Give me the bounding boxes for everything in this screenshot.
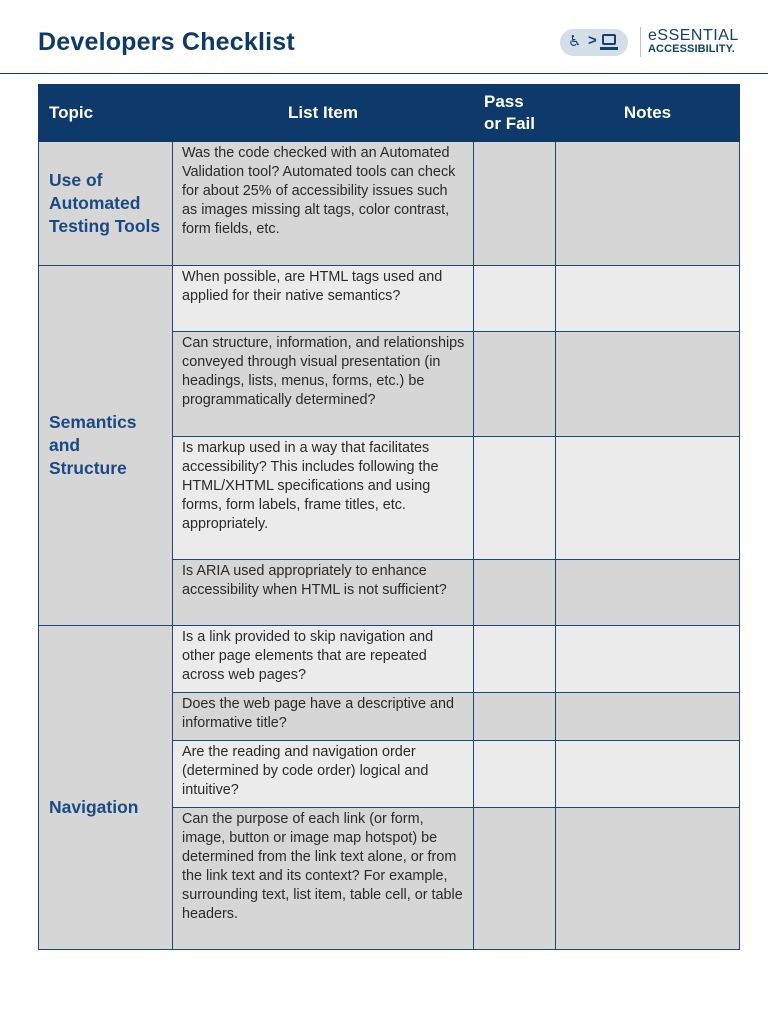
pass-fail-cell[interactable] (474, 626, 556, 693)
list-item-cell: Can structure, information, and relationships conveyed through visual presentation (in headings, lists, menus, forms, etc.) be programmatically determined? (173, 332, 474, 437)
pass-fail-cell[interactable] (474, 560, 556, 626)
pass-fail-cell[interactable] (474, 808, 556, 950)
pass-fail-cell[interactable] (474, 266, 556, 332)
list-item-cell: Is markup used in a way that facilitates accessibility? This includes following the HTML/XHTML specifications and using forms, form labels, frame titles, etc. appropriately. (173, 437, 474, 560)
page-header (0, 0, 768, 74)
notes-cell[interactable] (556, 437, 740, 560)
table-row (39, 266, 740, 332)
notes-cell[interactable] (556, 560, 740, 626)
computer-icon (602, 34, 616, 45)
pass-fail-cell[interactable] (474, 332, 556, 437)
pass-fail-cell[interactable] (474, 741, 556, 808)
list-item-cell: Is ARIA used appropriately to enhance accessibility when HTML is not sufficient? (173, 560, 474, 626)
table-header-row (39, 85, 740, 142)
wheelchair-icon: ♿ (568, 33, 582, 50)
notes-cell[interactable] (556, 142, 740, 266)
header-rule (0, 73, 768, 74)
logo-wordmark-line1: eSSENTIAL (648, 27, 739, 44)
logo-divider (640, 27, 641, 57)
checklist-table (38, 84, 740, 950)
notes-cell[interactable] (556, 332, 740, 437)
list-item-cell: When possible, are HTML tags used and applied for their native semantics? (173, 266, 474, 332)
topic-cell: Semantics and Structure (39, 266, 173, 626)
pass-fail-cell[interactable] (474, 142, 556, 266)
header-topic: Topic (39, 85, 173, 142)
table-row (39, 626, 740, 693)
arrow-right-icon: > (588, 32, 597, 49)
page-title: Developers Checklist (38, 28, 295, 56)
header-notes: Notes (556, 85, 740, 142)
essential-accessibility-logo (560, 26, 750, 60)
notes-cell[interactable] (556, 741, 740, 808)
notes-cell[interactable] (556, 266, 740, 332)
list-item-cell: Was the code checked with an Automated Validation tool? Automated tools can check for about 25% of accessibility issues such as images missing alt tags, color contrast, form fields, etc. (173, 142, 474, 266)
topic-cell: Navigation (39, 626, 173, 950)
table-row (39, 142, 740, 266)
list-item-cell: Can the purpose of each link (or form, image, button or image map hotspot) be determined from the link text alone, or from the link text and its context? For example, surrounding text, list item, table cell, or table headers. (173, 808, 474, 950)
pass-fail-cell[interactable] (474, 437, 556, 560)
header-pass-fail: Pass or Fail (474, 85, 556, 142)
notes-cell[interactable] (556, 626, 740, 693)
notes-cell[interactable] (556, 808, 740, 950)
topic-cell: Use of Automated Testing Tools (39, 142, 173, 266)
header-list-item: List Item (173, 85, 474, 142)
computer-icon-base (600, 47, 618, 50)
list-item-cell: Is a link provided to skip navigation and other page elements that are repeated across web pages? (173, 626, 474, 693)
list-item-cell: Does the web page have a descriptive and informative title? (173, 693, 474, 741)
logo-badge (560, 29, 628, 56)
logo-wordmark-line2: ACCESSIBILITY. (648, 43, 735, 55)
pass-fail-cell[interactable] (474, 693, 556, 741)
list-item-cell: Are the reading and navigation order (determined by code order) logical and intuitive? (173, 741, 474, 808)
notes-cell[interactable] (556, 693, 740, 741)
